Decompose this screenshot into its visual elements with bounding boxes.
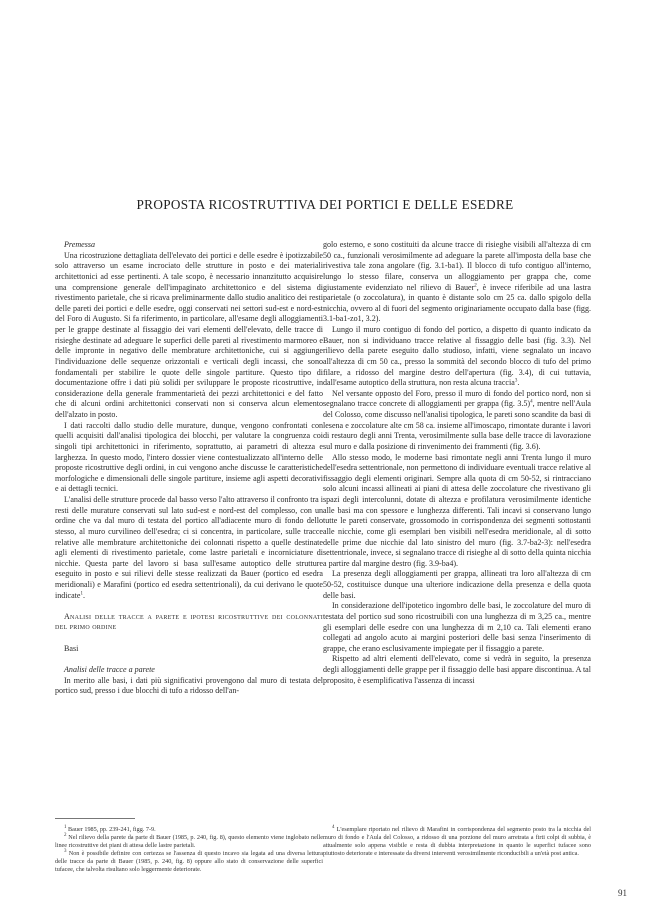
footnote xyxy=(55,826,323,834)
paragraph: Rispetto ad altri elementi dell'elevato, come si vedrà in seguito, la presenza degli alloggiamenti delle grappe per il fissaggio delle basi appare discontinua. A tal proposito, è esemplificativa l'assenza di incassi xyxy=(323,654,591,685)
paragraph xyxy=(323,325,591,389)
footnote-text: Non è possibile definire con certezza se l'assenza di questo incavo sia legata ad una diversa lettura delle tracce da parte di Bauer (1985, p. 240, fig. 8) oppure allo stato di conservazione delle superfici tufacee, che talvolta risultano solo leggermente deteriorate. xyxy=(55,850,323,874)
footnote-text: Nel rilievo della parete da parte di Bauer (1985, p. 240, fig. 8), questo elemento viene inglobato nelle linee ricostruttive dei piani di attesa delle lastre parietali. xyxy=(55,834,324,850)
paragraph: In merito alle basi, i dati più significativi provengono dal muro di testata del portico sud, presso i due blocchi di tufo a ridosso dell'an- xyxy=(55,675,323,696)
paragraph xyxy=(323,240,591,325)
left-column xyxy=(55,240,323,697)
paragraph xyxy=(323,389,591,453)
page-number: 91 xyxy=(618,888,627,898)
paragraph: Una ricostruzione dettagliata dell'elevato dei portici e delle esedre è ipotizzabile solo attraverso un esame incrociato delle strutture in posto e dei materiali architettonici ad esse pertinenti. A tale scopo, è necessario innanzitutto acquisire una comprensione generale dell'impaginato architettonico e del sistema di rivestimento parietale, che si ricava preliminarmente dallo studio analitico dei resti delle pareti dei portici e delle esedre, oggi conservati nei settori sud-est e nord-est del Foro di Augusto. Si fa riferimento, in particolare, all'esame degli alloggiamenti per le grappe destinate al fissaggio dei vari elementi dell'elevato, delle tracce di risieghe destinate ad adeguare le superfici delle pareti al rivestimento marmoreo e delle impronte in negativo delle membrature architettoniche, cui si aggiunge l'individuazione delle sequenze orizzontali e verticali degli incassi, che sono fondamentali per stabilire le quote delle singole partiture. Questo tipo di documentazione offre i dati più solidi per sviluppare le proposte ricostruttive, in considerazione della generale frammentarietà dei pezzi architettonici e del fatto che di alcuni ordini architettonici conservati non si conserva alcun elemento dell'alzato in posto. xyxy=(55,250,323,419)
paragraph-text: L'analisi delle strutture procede dal basso verso l'alto attraverso il confronto tra i resti delle murature conservati sul lato sud-est e nord-est del complesso, con un ordine che va dal muro di testata del portico all'adiacente muro di fondo dello stesso, al muro curvilineo dell'esedra; ci si concentra, in particolare, sulle tracce relative alle membrature architettoniche dei colonnati rispetto a quelle destinate agli elementi di rivestimento parietale, come lastre parietali e incorniciature di nicchie. Questa parte del lavoro si basa sull'esame autoptico delle strutture eseguito in posto e sui rilievi delle stesse realizzati da Bauer (portico ed esedra meridionali) e Marafini (portico ed esedra settentrionali), da cui derivano le quote indicate xyxy=(55,495,323,600)
footnote-ref: 4 xyxy=(530,399,533,405)
paragraph-text: golo esterno, e sono costituiti da alcune tracce di risieghe visibili all'altezza di cm 50 ca., funzionali verosimilmente ad adeguare la parete all'imposta della base che rivestiva tale zona angolare (fig. 3.1-ba1). Il blocco di tufo contiguo all'interno, lungo lo stesso filare, conserva un alloggiamento per grappa che, come giustamente evidenziato nel rilievo di Bauer xyxy=(323,240,591,292)
footnotes-right xyxy=(323,826,591,858)
footnote-ref: 2 xyxy=(474,282,477,288)
footnote-text: Bauer 1985, pp. 239-241, figg. 7-9. xyxy=(68,826,156,833)
paragraph-text: , mentre nell'Aula del Colosso, come discusso nell'analisi tipologica, le pareti sono scandite da basi di lesena e zoccolature alte cm 58 ca. insieme all'imoscapo, rimontate durante i lavori di restauro degli anni Trenta, verosimilmente sulla base delle tracce di lavorazione sul muro e dalla posizione di rinvenimento dei frammenti (fig. 3.6). xyxy=(323,399,591,451)
footnote-number: 2 xyxy=(64,832,67,838)
paragraph-end: . xyxy=(82,590,85,600)
paragraph-text: Lungo il muro contiguo di fondo del portico, a dispetto di quanto indicato da Bauer, non si individuano tracce relative al fissaggio delle basi (fig. 3.3). Nel rilievo della parete eseguito dallo studioso, infatti, viene segnalato un incavo all'altezza di cm 50 ca., presso la sommità del secondo blocco di tufo del primo filare, a ridosso del margine destro dell'apertura (fig. 3.4), di cui tuttavia, dall'esame autoptico della struttura, non resta alcuna traccia xyxy=(323,325,591,388)
paragraph: In considerazione dell'ipotetico ingombro delle basi, le zoccolature del muro di testata del portico sud sono ricostruibili con una lunghezza di m 3,25 ca., mentre gli esemplari delle esedre con una lunghezza di m 2,10 ca. Tali elementi erano collegati ad angolo acuto ai margini posteriori delle basi senza l'inserimento di grappe, che erano esclusivamente impiegate per il fissaggio a parete. xyxy=(323,601,591,653)
footnote-number: 3 xyxy=(64,849,67,855)
subsubsection-heading: Analisi delle tracce a parete xyxy=(64,664,155,674)
paragraph-text: , è invece riferibile ad una lastra parietale (o zoccolatura), in quanto è distante solo cm 25 ca. dallo spigolo della nicchia, ovvero al di fuori del segmento originariamente occupato dalla base (figg. 3.1-ba1-zo1, 3.2). xyxy=(323,282,591,324)
subsection-heading-basi: Basi xyxy=(64,643,79,653)
right-column xyxy=(323,240,591,686)
footnote xyxy=(55,834,323,850)
footnote-number: 1 xyxy=(64,824,67,830)
paragraph xyxy=(55,495,323,601)
section-heading-analisi: Analisi delle tracce a parete e ipotesi ricostruttive dei colonnati del primo ordine xyxy=(55,611,323,632)
footnote-ref: 1 xyxy=(80,590,83,596)
footnote xyxy=(55,850,323,874)
paragraph-text: Nel versante opposto del Foro, presso il muro di fondo del portico nord, non si segnalano tracce concrete di alloggiamenti per grappa (fig. 3.5) xyxy=(323,388,591,409)
paragraph: Allo stesso modo, le moderne basi rimontate negli anni Trenta lungo il muro dell'esedra settentrionale, non permettono di individuare eventuali tracce relative al fissaggio degli elementi originari. Sempre alla quota di cm 50-52, si rintracciano solo alcuni incassi allineati ai piani di attesa delle zoccolature che rivestivano gli spazi degli intercolunni, dotate di altezza e profilatura verosimilmente identiche alle basi ma con spessore e lunghezza differenti. Tali incavi si conservano lungo tutte le pareti conservate, grossomodo in corrispondenza dei segmenti sottostanti alle nicchie, come gli esemplari ben visibili nell'esedra meridionale, al di sotto delle prime due nicchie dal lato sinistro del muro (fig. 3.7-ba2-3): nell'esedra settentrionale, invece, si segnalano tracce di risieghe al di sotto della quinta nicchia a partire dal margine destro (fig. 3.9-ba4). xyxy=(323,452,591,568)
paragraph: I dati raccolti dallo studio delle murature, dunque, vengono confrontati con quelli acquisiti dall'analisi tipologica dei blocchi, per valutare la congruenza coi singoli tipi architettonici in riferimento, soprattutto, ai parametri di altezza e larghezza. In questo modo, l'intero dossier viene contestualizzato all'interno delle proposte ricostruttive degli ordini, in cui vengono anche discusse le caratteristiche morfologiche e dimensionali delle singole partiture, insieme agli aspetti decorativi e ai dettagli tecnici. xyxy=(55,420,323,494)
footnote-number: 4 xyxy=(332,824,335,830)
footnotes-left xyxy=(55,826,323,874)
chapter-title: PROPOSTA RICOSTRUTTIVA DEI PORTICI E DELLE ESEDRE xyxy=(136,197,514,212)
paragraph-end: . xyxy=(517,378,520,388)
footnote-ref: 3 xyxy=(514,378,518,384)
footnote xyxy=(323,826,591,858)
footnote-text: L'esemplare riportato nel rilievo di Marafini in corrispondenza del segmento posto tra la nicchia del muro di fondo e l'Aula del Colosso, a ridosso di una porzione del muro arretrata a firti colpi di subbia, è attualmente solo appena visibile e resta di dubbia interpretazione in quanto le superfici tufacee sono piuttosto deteriorate e interessate da diversi interventi verosimilmente riconducibili a un'età post antica. xyxy=(323,826,592,858)
footnote-divider xyxy=(55,818,135,819)
paragraph: La presenza degli alloggiamenti per grappa, allineati tra loro all'altezza di cm 50-52, costituisce dunque una ulteriore indicazione della presenza e della quota delle basi. xyxy=(323,569,591,600)
section-heading-premessa: Premessa xyxy=(64,240,95,249)
